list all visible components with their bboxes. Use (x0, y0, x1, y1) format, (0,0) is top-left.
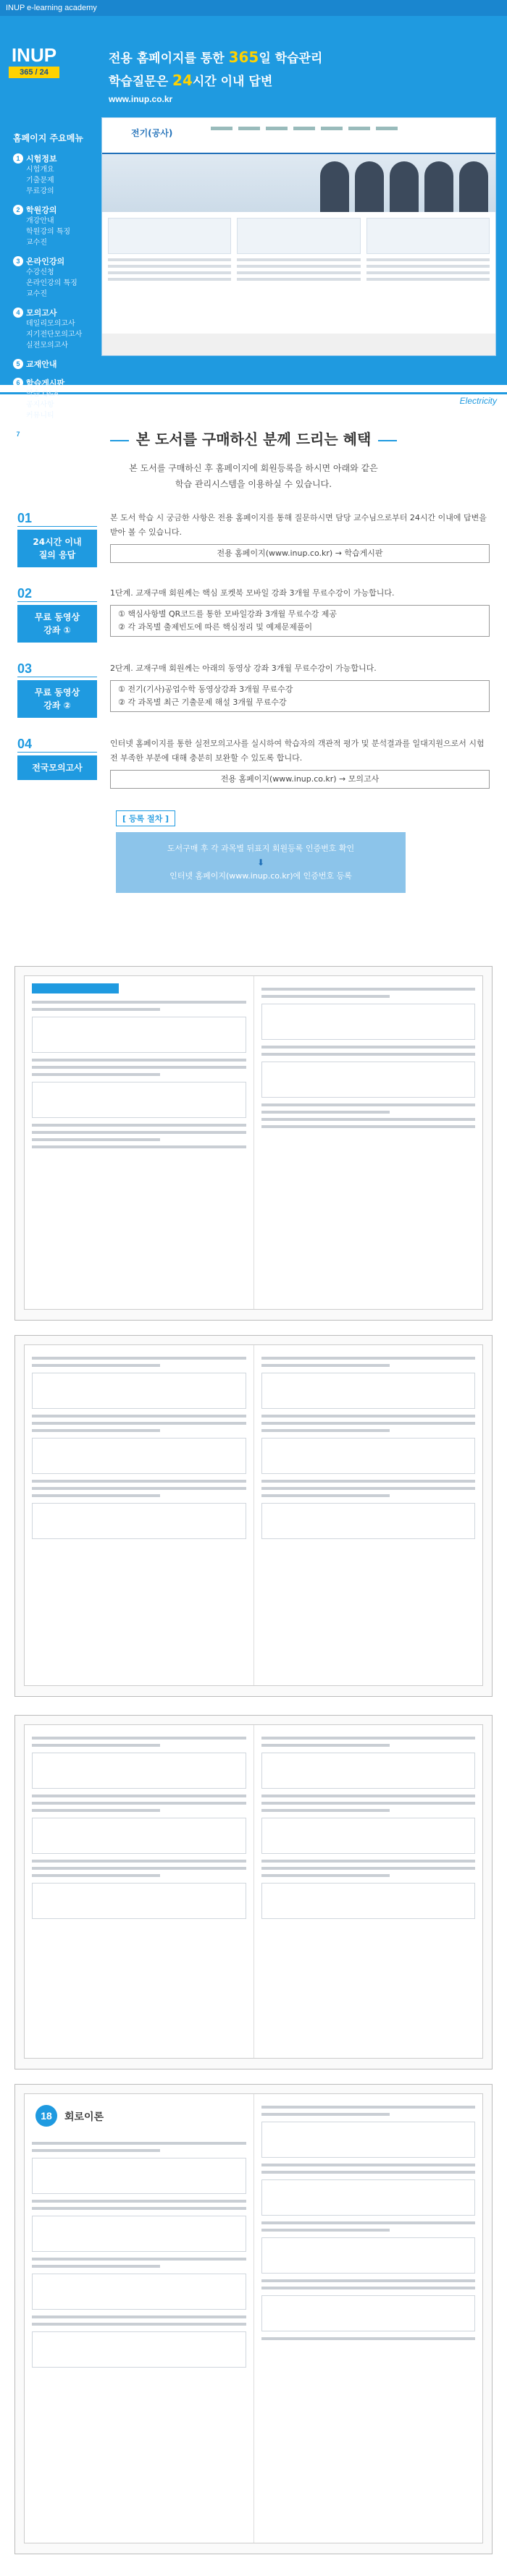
benefit-row-3 (17, 661, 490, 718)
sample-page (25, 1345, 254, 1685)
benefit-path-box: 전용 홈페이지(www.inup.co.kr) → 모의고사 (110, 770, 490, 789)
benefit-intro (17, 460, 490, 492)
hero-headline-2 (109, 71, 272, 89)
professor-photo (459, 161, 488, 212)
menu-sub-item[interactable]: 시험개요 (26, 166, 54, 174)
menu-group (13, 255, 93, 300)
site-banner (102, 154, 495, 212)
menu-head-label: 학습게시판 (26, 378, 65, 388)
menu-head[interactable] (13, 428, 93, 440)
menu-head-label: 교재안내 (26, 360, 57, 369)
menu-head-label: 나의 강의실 (26, 430, 67, 439)
sample-page (254, 976, 483, 1309)
nav-item (376, 127, 398, 130)
benefit-label: 전국모의고사 (17, 755, 97, 780)
menu-head[interactable] (13, 377, 93, 389)
menu-group (13, 377, 93, 421)
site-panel (237, 218, 360, 254)
top-strip: INUP e-learning academy (0, 0, 507, 16)
menu-group (13, 358, 93, 370)
menu-sub-item[interactable]: 학습 Q&A (26, 390, 59, 398)
menu-sub-item[interactable]: 지기전단모의고사 (26, 331, 83, 339)
benefit-number: 03 (17, 661, 97, 677)
menu-head[interactable] (13, 153, 93, 164)
menu-sub-item[interactable]: 교수진 (26, 239, 47, 247)
sample-page-preview-2 (14, 1335, 493, 1697)
sample-page (25, 2094, 254, 2543)
menu-number-badge: 7 (13, 429, 23, 439)
benefit-title-text: 본 도서를 구매하신 분께 드리는 혜택 (135, 431, 372, 448)
hero-line2-post: 시간 이내 답변 (192, 75, 273, 89)
menu-number-badge: 4 (13, 308, 23, 318)
menu-group (13, 428, 93, 440)
benefit-path-box: 전용 홈페이지(www.inup.co.kr) → 학습게시판 (110, 544, 490, 563)
benefit-label: 24시간 이내 질의 응답 (17, 530, 97, 567)
site-logo: 전기(공사) (131, 128, 173, 138)
benefit-list-item: ② 각 과목별 최근 기출문제 해설 3개월 무료수강 (118, 698, 287, 707)
hero-url[interactable]: www.inup.co.kr (109, 94, 173, 104)
hero-line1-post: 일 학습관리 (259, 51, 323, 66)
menu-sub-item[interactable]: 수강신청 (26, 268, 54, 276)
menu-head[interactable] (13, 307, 93, 318)
electricity-label: Electricity (0, 392, 507, 407)
site-panel (108, 218, 231, 254)
sample-page-preview-1 (14, 966, 493, 1321)
logo-subtitle: 365 / 24 (9, 67, 59, 78)
homepage-screenshot (101, 117, 496, 356)
site-column (108, 218, 231, 284)
menu-number-badge: 6 (13, 378, 23, 388)
site-column (237, 218, 360, 284)
benefit-list-box (110, 680, 490, 712)
registration-step-1: 도서구매 후 각 과목별 뒤표지 회원등록 인증번호 확인 (125, 841, 397, 857)
site-header (102, 118, 495, 154)
menu-title: 홈페이지 주요메뉴 (13, 133, 83, 143)
arrow-down-icon: ⬇ (256, 857, 265, 868)
nav-item (348, 127, 370, 130)
site-panel (366, 218, 490, 254)
benefit-list-item: ① 전기(기사)공업수학 동영상강좌 3개월 무료수강 (118, 685, 293, 694)
benefit-list-box (110, 605, 490, 637)
hero-line2-highlight: 24 (172, 72, 193, 89)
chapter-title: 회로이론 (64, 2111, 104, 2123)
menu-group (13, 307, 93, 351)
benefit-text: 2단계. 교재구매 회원께는 아래의 동영상 강좌 3개월 무료수강이 가능합니다. (110, 664, 377, 673)
benefit-list-item: ① 핵심사항별 QR코드를 통한 모바일강좌 3개월 무료수강 제공 (118, 609, 338, 619)
menu-sub-item[interactable]: 기출문제 (26, 177, 54, 185)
nav-item (293, 127, 315, 130)
menu-sub-item[interactable]: 교수진 (26, 290, 47, 298)
benefit-text: 본 도서 학습 시 궁금한 사항은 전용 홈페이지를 통해 질문하시면 담당 교수님으로부터 24시간 이내에 답변을 받아 볼 수 있습니다. (110, 513, 487, 537)
hero-headline-1 (109, 48, 322, 66)
menu-groups (13, 153, 93, 440)
menu-sub-item[interactable]: 커뮤니티 (26, 412, 54, 420)
professor-photo (424, 161, 453, 212)
benefit-row-4 (17, 737, 490, 789)
menu-number-badge: 2 (13, 205, 23, 215)
nav-item (266, 127, 288, 130)
benefit-section (0, 407, 507, 893)
nav-item (238, 127, 260, 130)
benefit-text: 1단계. 교재구매 회원께는 핵심 포켓북 모바일 강좌 3개월 무료수강이 가능합니다. (110, 588, 395, 598)
professor-photo (320, 161, 349, 212)
menu-head-label: 시험정보 (26, 154, 57, 164)
site-footer (102, 334, 495, 355)
benefit-number: 01 (17, 511, 97, 527)
menu-sub-item[interactable]: 무료강의 (26, 187, 54, 195)
menu-sub-item[interactable]: 실전모의고사 (26, 342, 68, 349)
sample-page (254, 2094, 483, 2543)
benefit-row-2 (17, 586, 490, 643)
benefit-intro-line-1: 본 도서를 구매하신 후 홈페이지에 회원등록을 하시면 아래와 같은 (129, 463, 378, 473)
menu-sub-item[interactable]: 학원강의 특징 (26, 228, 71, 236)
sample-page (25, 1725, 254, 2058)
site-body (102, 212, 495, 290)
inup-logo (9, 45, 59, 78)
site-column (366, 218, 490, 284)
sample-page-preview-4 (14, 2084, 493, 2554)
benefit-number: 04 (17, 737, 97, 753)
menu-sub-item[interactable]: 개강안내 (26, 217, 54, 225)
nav-item (211, 127, 232, 130)
benefit-number: 02 (17, 586, 97, 602)
professor-photo (390, 161, 419, 212)
sample-page-preview-3 (14, 1715, 493, 2069)
benefit-label: 무료 동영상 강좌 ② (17, 680, 97, 718)
menu-number-badge: 5 (13, 359, 23, 369)
professor-photo (355, 161, 384, 212)
nav-item (321, 127, 343, 130)
site-nav (211, 127, 398, 130)
chapter-number: 18 (35, 2105, 57, 2127)
registration-process (116, 832, 406, 893)
menu-group (13, 204, 93, 248)
benefit-list-item: ② 각 과목별 출제빈도에 따른 핵심정리 및 예제문제풀이 (118, 622, 313, 632)
menu-number-badge: 1 (13, 153, 23, 164)
menu-head[interactable] (13, 204, 93, 216)
benefit-label: 무료 동영상 강좌 ① (17, 605, 97, 643)
menu-number-badge: 3 (13, 256, 23, 266)
homepage-menu (13, 132, 93, 447)
menu-head[interactable] (13, 358, 93, 370)
benefit-text: 인터넷 홈페이지를 통한 실전모의고사를 실시하여 학습자의 객관적 평가 및 분석결과를 일대지원으로서 시험 전 부족한 부분에 대해 충분히 보완할 수 있도록 합니다. (110, 739, 485, 763)
menu-head-label: 학원강의 (26, 206, 57, 215)
sample-page (254, 1725, 483, 2058)
hero-line2-pre: 학습질문은 (109, 75, 173, 89)
menu-head-label: 온라인강의 (26, 257, 65, 266)
menu-sub-item[interactable]: 온라인강의 특징 (26, 279, 77, 287)
registration-step-2: 인터넷 홈페이지(www.inup.co.kr)에 인증번호 등록 (125, 868, 397, 884)
sample-page (254, 1345, 483, 1685)
sample-page (25, 976, 254, 1309)
hero-line1-pre: 전용 홈페이지를 통한 (109, 51, 229, 66)
logo-text: INUP (11, 44, 57, 66)
benefit-row-1 (17, 511, 490, 567)
hero-line1-highlight: 365 (228, 48, 259, 66)
menu-sub-item[interactable]: 공지사항 (26, 401, 54, 409)
menu-group (13, 153, 93, 197)
benefit-intro-line-2: 학습 관리시스템을 이용하실 수 있습니다. (175, 479, 332, 489)
menu-sub-item[interactable]: 데일리모의고사 (26, 320, 75, 328)
registration-title: [ 등록 절차 ] (116, 810, 175, 826)
menu-head[interactable] (13, 255, 93, 267)
menu-head-label: 모의고사 (26, 308, 57, 318)
